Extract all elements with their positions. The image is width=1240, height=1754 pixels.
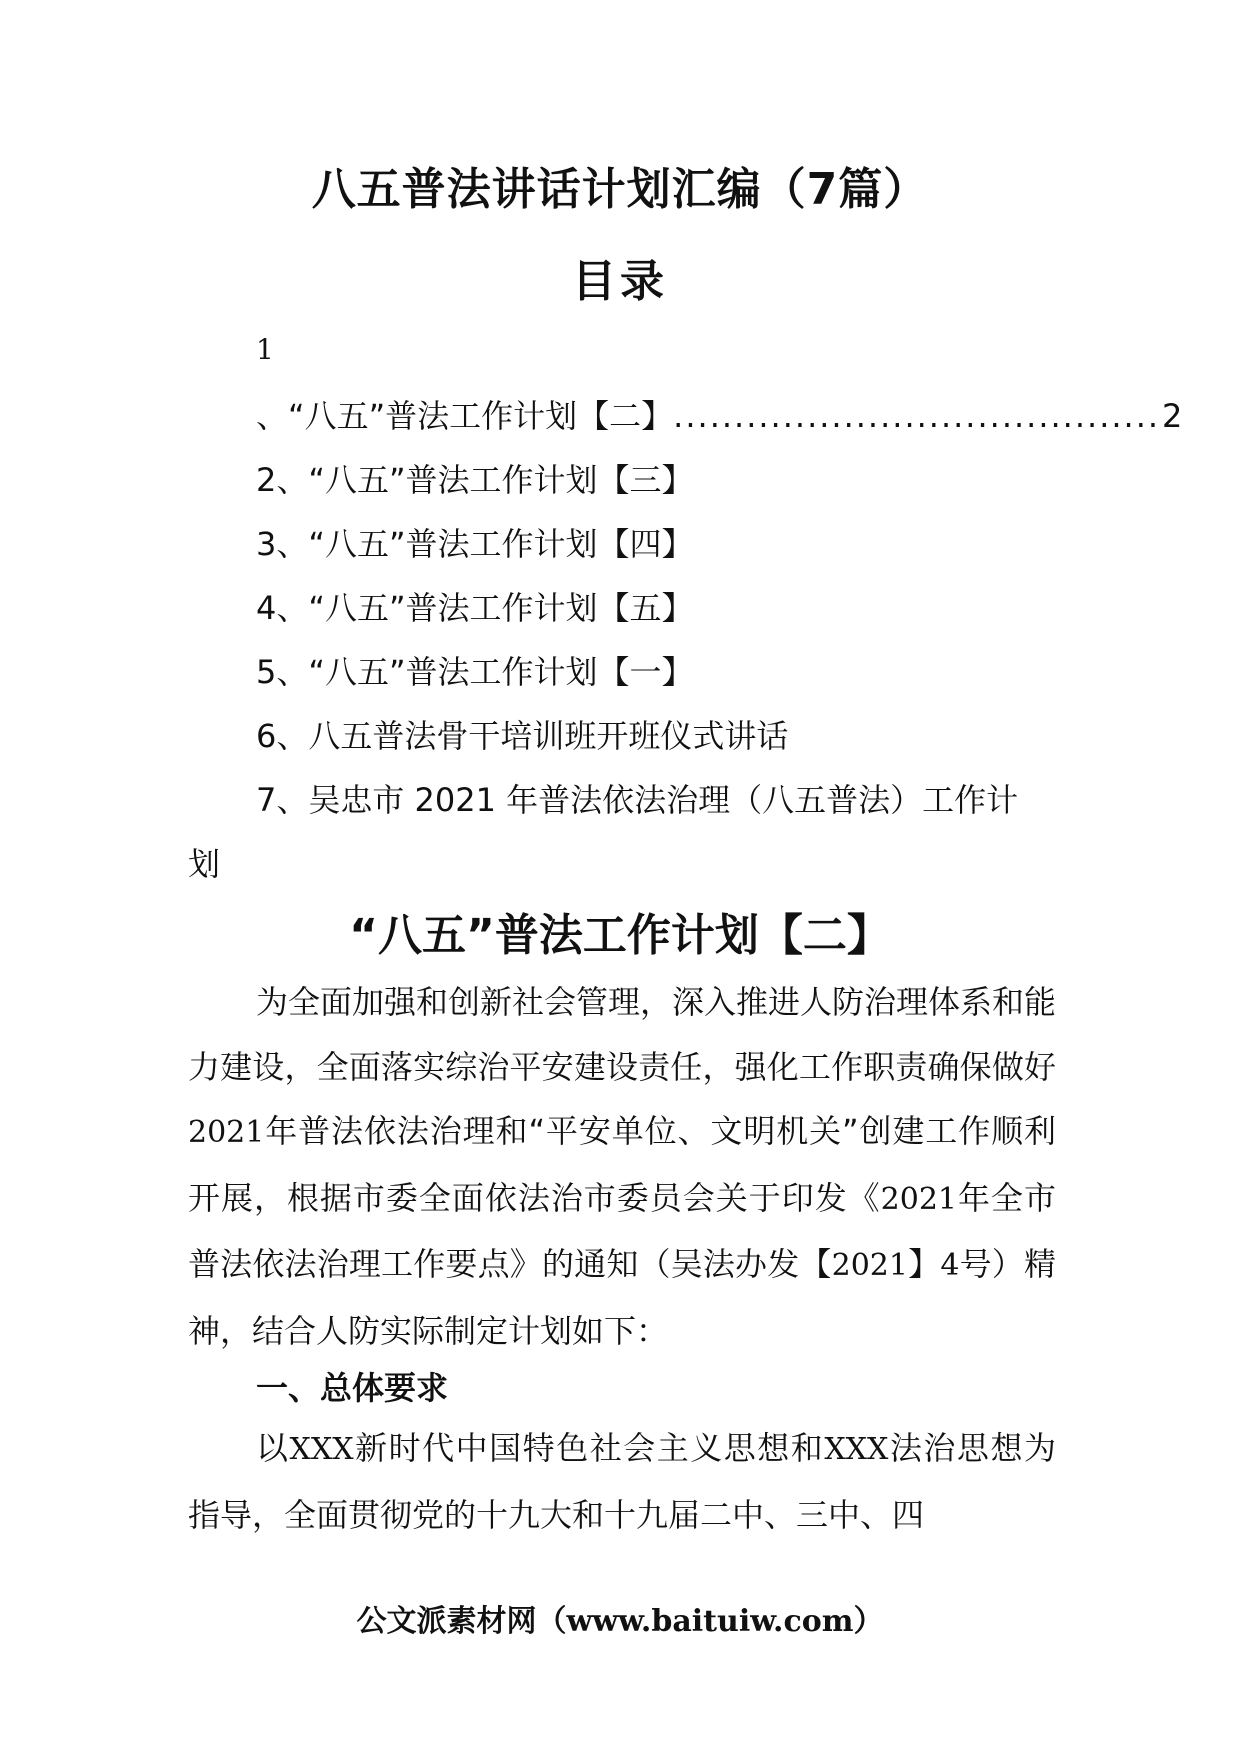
toc-item-1-number: 1 — [256, 333, 274, 366]
para1-text-a: 为全面加强和创新社会管理，深入推进人防治理体系和能力建设，全面落实综治平安建设责任，强化工作职责确保做好 — [188, 983, 1057, 1086]
toc-item-2[interactable]: 2、“八五”普法工作计划【三】 — [256, 461, 694, 499]
footer-source: 公文派素材网（www.baituiw.com） — [356, 1604, 884, 1639]
toc-item-7-continued[interactable]: 划 — [188, 845, 221, 883]
para2-placeholder-2: XXX — [824, 1432, 889, 1467]
toc-item-4[interactable]: 4、“八五”普法工作计划【五】 — [256, 589, 694, 627]
para1-text-c: 年全市普法依法治理工作要点》的通知（吴法办发【 — [188, 1178, 1056, 1283]
para1-text-d: 】 — [907, 1245, 941, 1283]
toc-item-3[interactable]: 3、“八五”普法工作计划【四】 — [256, 525, 694, 563]
para2-text-c: 法治思想为指导，全面贯彻党的十九大和十九届二中、三中、四 — [188, 1429, 1056, 1534]
para1-year-1: 2021 — [188, 1115, 265, 1150]
toc-item-1-page: 2 — [1162, 397, 1183, 435]
para1-text-e: 号）精神，结合人防实际制定计划如下： — [188, 1245, 1056, 1350]
body-paragraph-2 — [188, 1416, 1056, 1547]
para2-placeholder-1: XXX — [289, 1432, 354, 1467]
toc-item-5[interactable]: 5、“八五”普法工作计划【一】 — [256, 653, 694, 691]
para2-text-a: 以 — [256, 1429, 290, 1467]
toc-item-1-label: 、“八五”普法工作计划【二】 — [256, 397, 674, 435]
body-paragraph-1 — [188, 970, 1056, 1363]
toc-leader-dots: ........................................ — [673, 397, 1161, 435]
toc-item-1[interactable] — [256, 392, 1183, 440]
para1-year-2: 2021 — [880, 1181, 958, 1217]
toc-heading: 目录 — [572, 256, 668, 307]
para1-number: 4 — [940, 1248, 960, 1283]
para2-text-b: 新时代中国特色社会主义思想和 — [353, 1429, 825, 1467]
document-title: 八五普法讲话计划汇编（7篇） — [311, 164, 929, 215]
subheading-general-requirements: 一、总体要求 — [256, 1369, 449, 1407]
section-title: “八五”普法工作计划【二】 — [349, 910, 891, 961]
para1-year-3: 2021 — [831, 1248, 908, 1283]
para1-text-b: 年普法依法治理和“平安单位、文明机关”创建工作顺利开展，根据市委全面依法治市委员会关于印发《 — [188, 1112, 1056, 1217]
toc-item-7[interactable]: 7、吴忠市 2021 年普法依法治理（八五普法）工作计 — [256, 781, 1019, 819]
toc-item-6[interactable]: 6、八五普法骨干培训班开班仪式讲话 — [256, 717, 789, 755]
